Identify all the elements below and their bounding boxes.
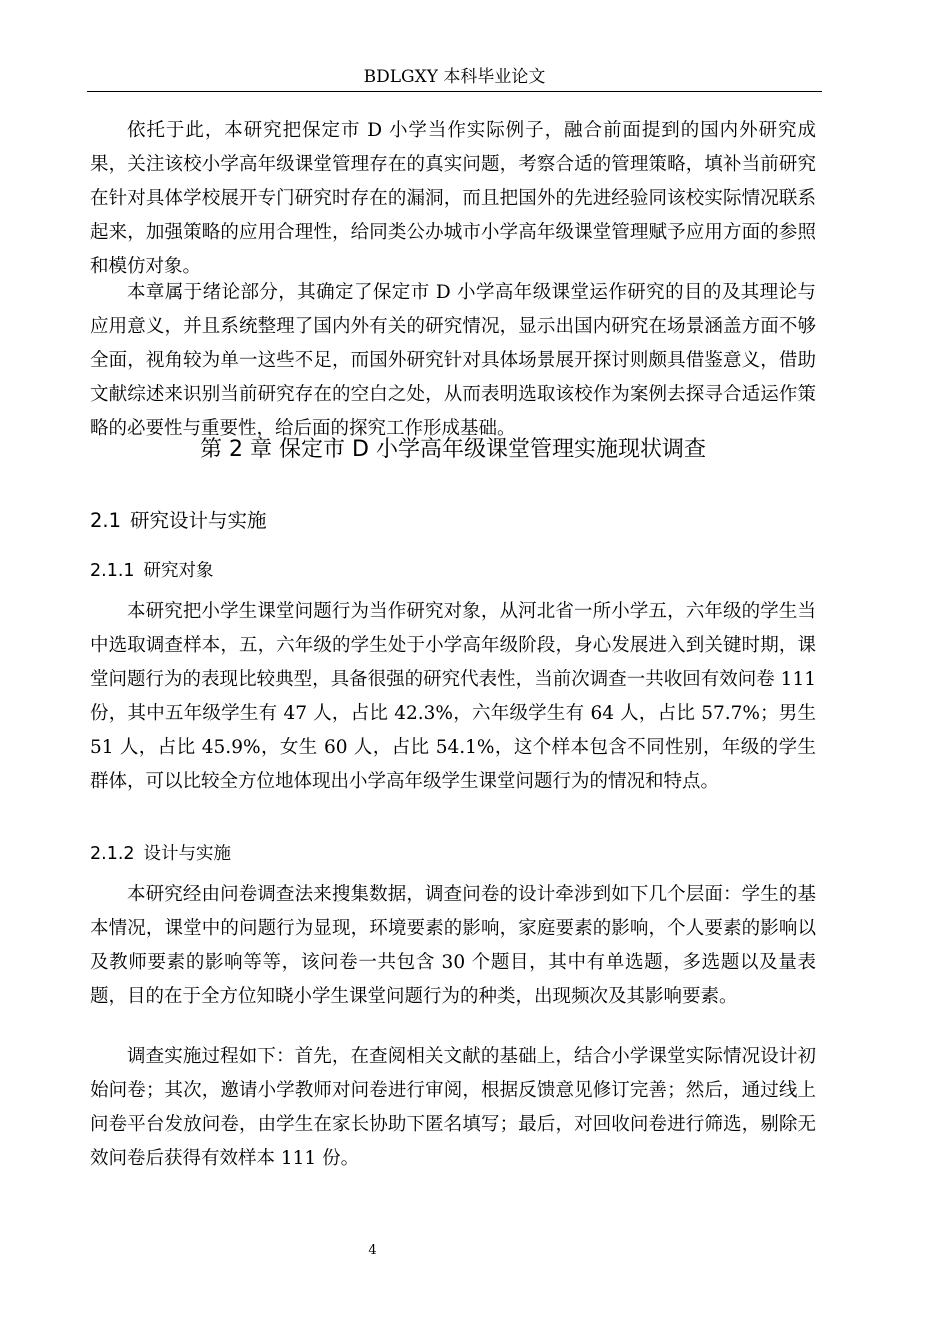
- header-divider: [87, 91, 822, 92]
- paragraph-research-subjects: 本研究把小学生课堂问题行为当作研究对象，从河北省一所小学五，六年级的学生当中选取调查样本，五，六年级的学生处于小学高年级阶段，身心发展进入到关键时期，课堂问题行为的表现比较典型，具备很强的研究代表性，当前次调查一共收回有效问卷 111 份，其中五年级学生有 47 人，占比 42.3%，六年级学生有 64 人，占比 57.7%；男生 51 人，占比 45.9%，女生 60 人，占比 54.1%，这个样本包含不同性别，年级的学生群体，可以比较全方位地体现出小学高年级学生课堂问题行为的情况和特点。: [90, 601, 816, 792]
- subsection-number: 2.1.2: [90, 844, 135, 864]
- page-number: 4: [368, 1243, 377, 1258]
- running-header: BDLGXY 本科毕业论文: [363, 67, 546, 87]
- chapter-title: 第 2 章 保定市 D 小学高年级课堂管理实施现状调查: [200, 437, 706, 462]
- section-heading-2-1-1: [90, 559, 214, 583]
- paragraph-questionnaire-design: 本研究经由问卷调查法来搜集数据，调查问卷的设计牵涉到如下几个层面：学生的基本情况，课堂中的问题行为显现，环境要素的影响，家庭要素的影响，个人要素的影响以及教师要素的影响等等，该问卷一共包含 30 个题目，其中有单选题，多选题以及量表题，目的在于全方位知晓小学生课堂问题行为的种类，出现频次及其影响要素。: [90, 884, 816, 1007]
- paragraph-survey-procedure: 调查实施过程如下：首先，在查阅相关文献的基础上，结合小学课堂实际情况设计初始问卷；其次，邀请小学教师对问卷进行审阅，根据反馈意见修订完善；然后，通过线上问卷平台发放问卷，由学生在家长协助下匿名填写；最后，对回收问卷进行筛选，剔除无效问卷后获得有效样本 111 份。: [90, 1046, 816, 1169]
- paragraph-intro-context: 依托于此，本研究把保定市 D 小学当作实际例子，融合前面提到的国内外研究成果，关注该校小学高年级课堂管理存在的真实问题，考察合适的管理策略，填补当前研究在针对具体学校展开专门研究时存在的漏洞，而且把国外的先进经验同该校实际情况联系起来，加强策略的应用合理性，给同类公办城市小学高年级课堂管理赋予应用方面的参照和模仿对象。: [90, 120, 816, 277]
- section-number: 2.1: [90, 509, 122, 532]
- section-title: 研究设计与实施: [130, 509, 267, 532]
- subsection-title: 设计与实施: [143, 844, 232, 864]
- subsection-number: 2.1.1: [90, 561, 135, 581]
- subsection-title: 研究对象: [143, 561, 214, 581]
- section-heading-2-1-2: [90, 842, 231, 866]
- paragraph-chapter-summary: 本章属于绪论部分，其确定了保定市 D 小学高年级课堂运作研究的目的及其理论与应用意义，并且系统整理了国内外有关的研究情况，显示出国内研究在场景涵盖方面不够全面，视角较为单一这些不足，而国外研究针对具体场景展开探讨则颇具借鉴意义，借助文献综述来识别当前研究存在的空白之处，从而表明选取该校作为案例去探寻合适运作策略的必要性与重要性，给后面的探究工作形成基础。: [90, 282, 816, 439]
- section-heading-2-1: [90, 508, 267, 534]
